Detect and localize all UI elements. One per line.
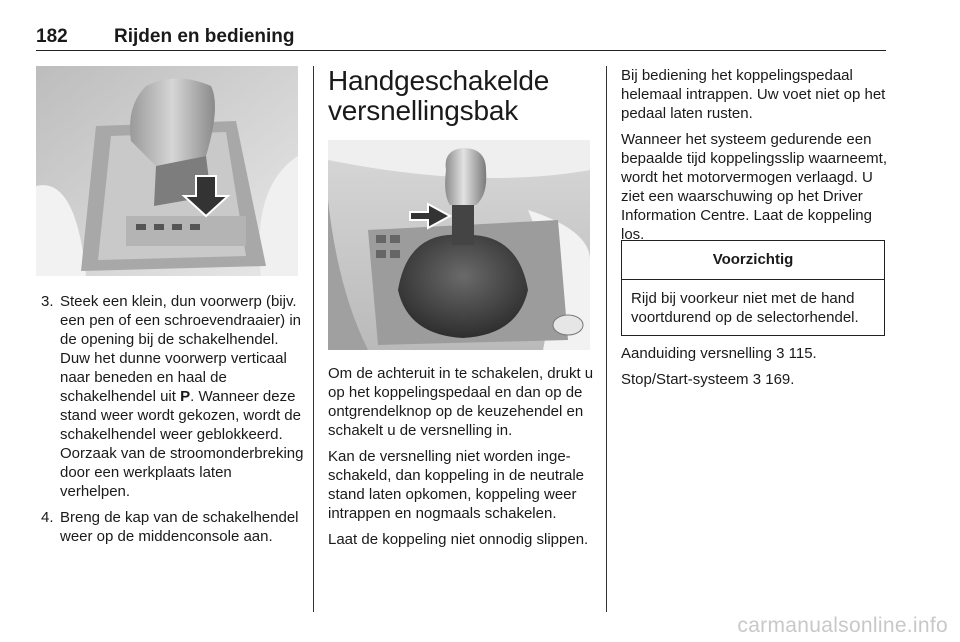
- paragraph: Om de achteruit in te schakelen, drukt u op het koppelingspedaal en dan op de ontgrendelknop op de keuzehendel en schakelt u de versnelling in.: [328, 365, 594, 439]
- list-item: 3. Steek een klein, dun voorwerp (bijv. een pen of een schroevendraaier) in de opening bij de schakelhendel. Duw het dunne voorwerp verticaal naar beneden en haal de schakelhendel uit P. Wanneer deze stand weer wordt gekozen, wordt de schakelhendel weer geblokkeerd. Oorzaak van de stroomonderbreking door een werkplaats laten verhelpen.: [41, 293, 304, 500]
- page-number: 182: [36, 26, 68, 47]
- page-reference-link[interactable]: Stop/Start-systeem 3 169.: [621, 371, 795, 388]
- caution-text: Rijd bij voorkeur niet met de hand voortdurend op de selectorhendel.: [631, 290, 859, 326]
- left-column: [36, 292, 304, 553]
- arrow-icon: 3: [776, 345, 785, 362]
- paragraph: Bij bediening het koppelingspedaal helemaal intrappen. Uw voet niet op het pedaal laten rusten.: [621, 67, 886, 122]
- paragraph: Wanneer het systeem gedurende een bepaalde tijd koppelingsslip waarneemt, wordt het motorvermogen verlaagd. U ziet een waarschuwing op het Driver Information Centre. Laat de koppeling los.: [621, 131, 888, 243]
- manual-gearshift-illustration: [328, 140, 590, 350]
- caution-title: Voorzichtig: [622, 241, 884, 280]
- right-column: [621, 66, 887, 251]
- selector-lever-illustration: [36, 66, 298, 276]
- section-heading: Handgeschakelde versnellingsbak: [328, 65, 550, 126]
- middle-column-heading: [328, 66, 594, 126]
- watermark: carmanualsonline.info: [737, 614, 948, 637]
- list-item: 4. Breng de kap van de schakelhendel weer op de middenconsole aan.: [41, 509, 299, 545]
- column-divider-left: [313, 66, 314, 612]
- gear-position-p: P: [180, 388, 191, 405]
- running-title: Rijden en bediening: [114, 26, 295, 47]
- paragraph: Laat de koppeling niet onnodig slippen.: [328, 531, 589, 548]
- middle-column: [328, 364, 596, 556]
- step-list: [36, 292, 304, 546]
- page-header: [36, 22, 886, 51]
- page-reference-link[interactable]: Aanduiding versnelling 3 115.: [621, 345, 817, 362]
- paragraph: Kan de versnelling niet worden ingeschakeld, dan koppeling in de neutrale stand laten opkomen, koppeling weer intrappen en nogmaals schakelen.: [328, 448, 585, 522]
- arrow-icon: 3: [752, 371, 762, 388]
- column-divider-right: [606, 66, 607, 612]
- cross-references: [621, 344, 887, 396]
- caution-box: [621, 240, 885, 336]
